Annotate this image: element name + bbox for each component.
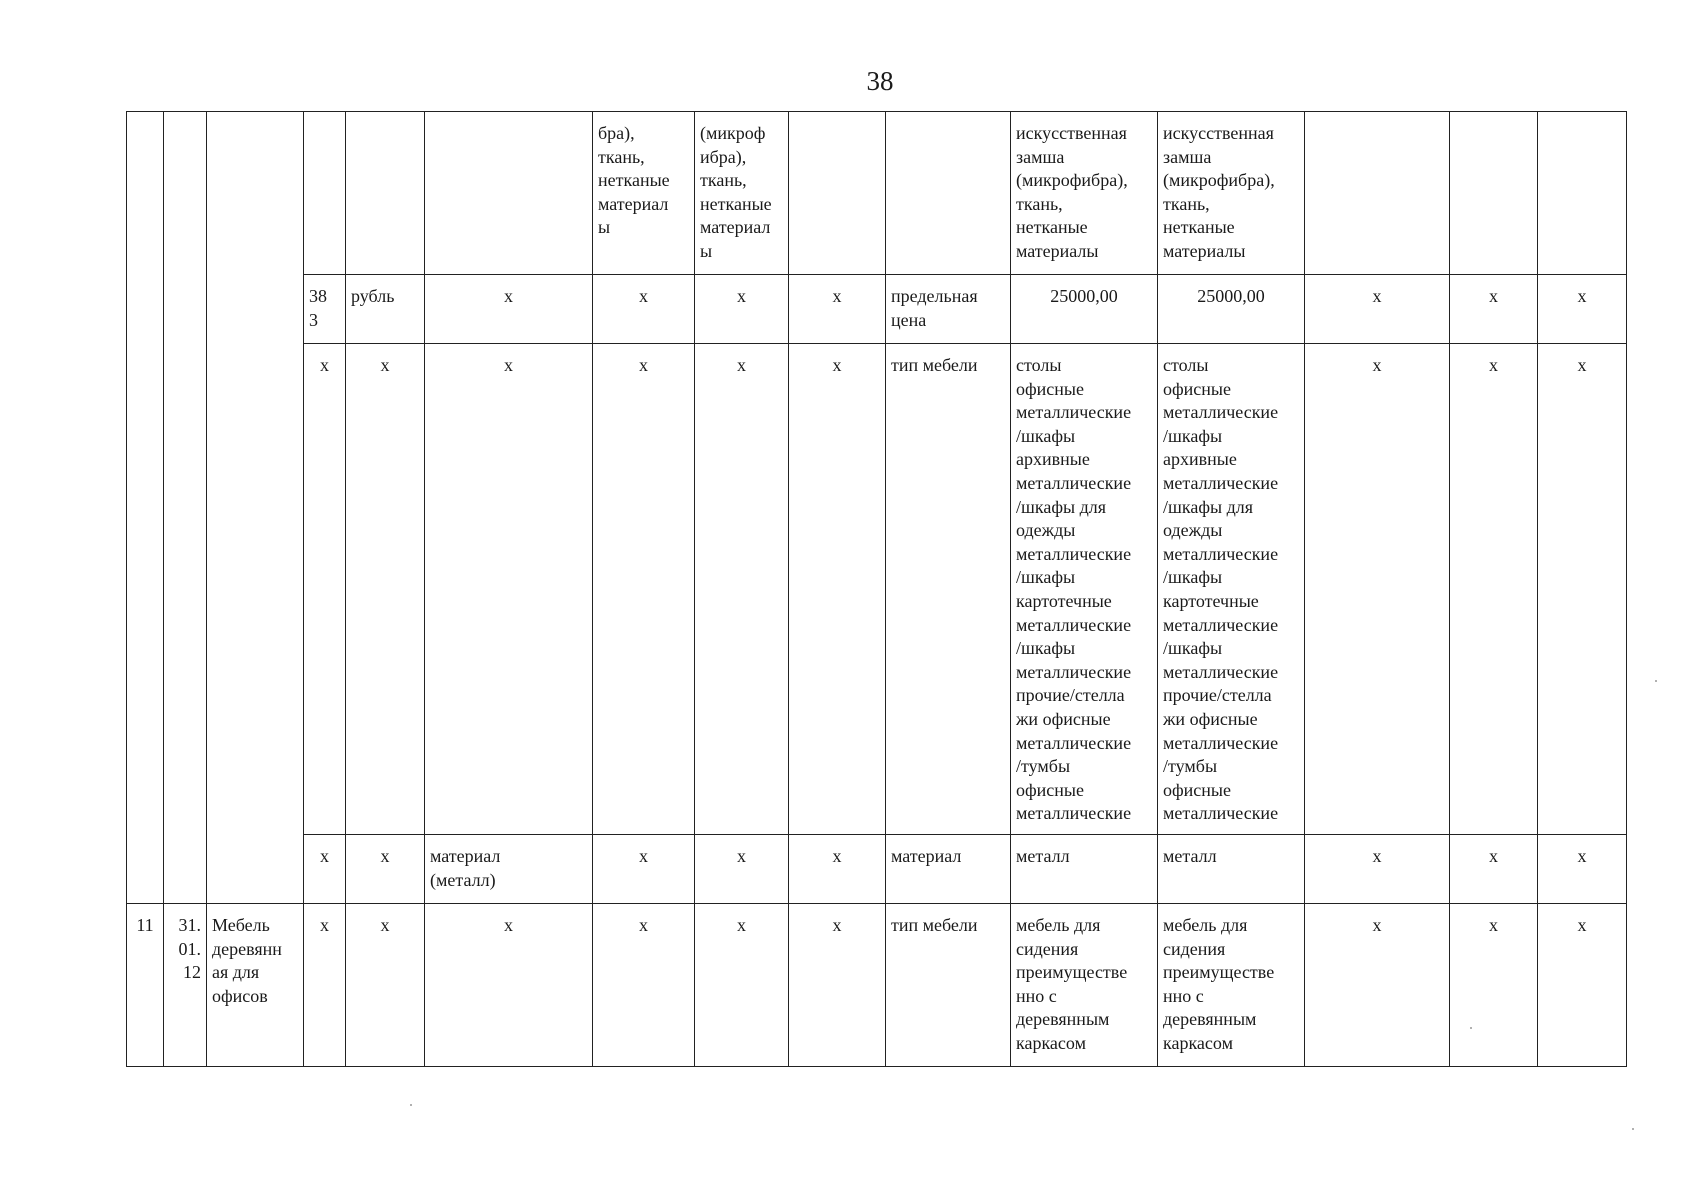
table-cell: х	[593, 275, 695, 344]
table-cell: искусственная замша (микрофибра), ткань, нетканые материалы	[1011, 112, 1158, 275]
scan-speck	[1470, 1027, 1472, 1029]
table-cell-value: мебель для сидения преимуществе нно с деревянным каркасом	[1158, 904, 1305, 1067]
table-cell: х	[593, 344, 695, 835]
table-cell: х	[304, 344, 346, 835]
table-cell-no	[127, 112, 164, 904]
table-cell: х	[1305, 275, 1450, 344]
table-cell: х	[593, 835, 695, 904]
table-cell: х	[593, 904, 695, 1067]
table-cell: х	[1305, 835, 1450, 904]
table-cell-characteristic: материал	[886, 835, 1011, 904]
table-cell-name	[207, 112, 304, 904]
table-cell: х	[1305, 344, 1450, 835]
table-cell: х	[789, 904, 886, 1067]
table-cell-value: 25000,00	[1011, 275, 1158, 344]
table-cell-value: металл	[1158, 835, 1305, 904]
page-number: 38	[866, 66, 894, 96]
table-cell	[886, 112, 1011, 275]
table-cell: х	[789, 275, 886, 344]
table-cell: х	[1538, 344, 1627, 835]
scan-speck	[1655, 680, 1657, 682]
table-cell-name: Мебель деревянн ая для офисов	[207, 904, 304, 1067]
table-cell: х	[1305, 904, 1450, 1067]
table-cell: х	[1450, 275, 1538, 344]
table-cell	[1450, 112, 1538, 275]
table-cell-value: металл	[1011, 835, 1158, 904]
table-cell: х	[789, 344, 886, 835]
table-cell: х	[425, 344, 593, 835]
table-row	[127, 112, 1627, 275]
table-cell: х	[304, 904, 346, 1067]
table-cell: х	[695, 275, 789, 344]
table-row	[127, 275, 1627, 344]
table-cell: х	[789, 835, 886, 904]
table-cell-okei-code: 38 3	[304, 275, 346, 344]
table-cell: х	[425, 904, 593, 1067]
scan-speck	[1632, 1128, 1634, 1130]
table-cell: х	[1450, 344, 1538, 835]
table-cell: х	[425, 275, 593, 344]
table-row	[127, 835, 1627, 904]
table-cell: х	[1538, 904, 1627, 1067]
table-cell: х	[1450, 835, 1538, 904]
table-cell: бра), ткань, нетканые материал ы	[593, 112, 695, 275]
table-cell-value: столы офисные металлические /шкафы архивные металлические /шкафы для одежды металлические /шкафы картотечные металлические /шкафы металлические прочие/стелла жи офисные металлические /тумбы офисные металлические	[1011, 344, 1158, 835]
table-cell-no: 11	[127, 904, 164, 1067]
table-cell: материал (металл)	[425, 835, 593, 904]
table-cell: х	[346, 344, 425, 835]
table-cell: х	[1538, 835, 1627, 904]
table-cell: (микроф ибра), ткань, нетканые материал ы	[695, 112, 789, 275]
table-cell	[1538, 112, 1627, 275]
table-cell-value: мебель для сидения преимуществе нно с деревянным каркасом	[1011, 904, 1158, 1067]
table-cell: искусственная замша (микрофибра), ткань, нетканые материалы	[1158, 112, 1305, 275]
table-cell-code: 31. 01. 12	[164, 904, 207, 1067]
table-row	[127, 344, 1627, 835]
table-cell-characteristic: предельная цена	[886, 275, 1011, 344]
table-cell	[1305, 112, 1450, 275]
table-cell: х	[695, 904, 789, 1067]
table-cell: х	[1450, 904, 1538, 1067]
table-cell: х	[695, 344, 789, 835]
table-cell-characteristic: тип мебели	[886, 904, 1011, 1067]
table-cell-characteristic: тип мебели	[886, 344, 1011, 835]
table-cell-value: столы офисные металлические /шкафы архивные металлические /шкафы для одежды металлические /шкафы картотечные металлические /шкафы металлические прочие/стелла жи офисные металлические /тумбы офисные металлические	[1158, 344, 1305, 835]
table-cell	[346, 112, 425, 275]
scan-speck	[410, 1104, 412, 1106]
specification-table	[126, 111, 1627, 1067]
table-cell: х	[695, 835, 789, 904]
table-cell: х	[1538, 275, 1627, 344]
table-cell	[789, 112, 886, 275]
table-cell-value: 25000,00	[1158, 275, 1305, 344]
table-cell: х	[304, 835, 346, 904]
table-cell-code	[164, 112, 207, 904]
table-row	[127, 904, 1627, 1067]
table-cell-unit: рубль	[346, 275, 425, 344]
table-cell: х	[346, 904, 425, 1067]
table-cell	[304, 112, 346, 275]
table-cell: х	[346, 835, 425, 904]
table-cell	[425, 112, 593, 275]
